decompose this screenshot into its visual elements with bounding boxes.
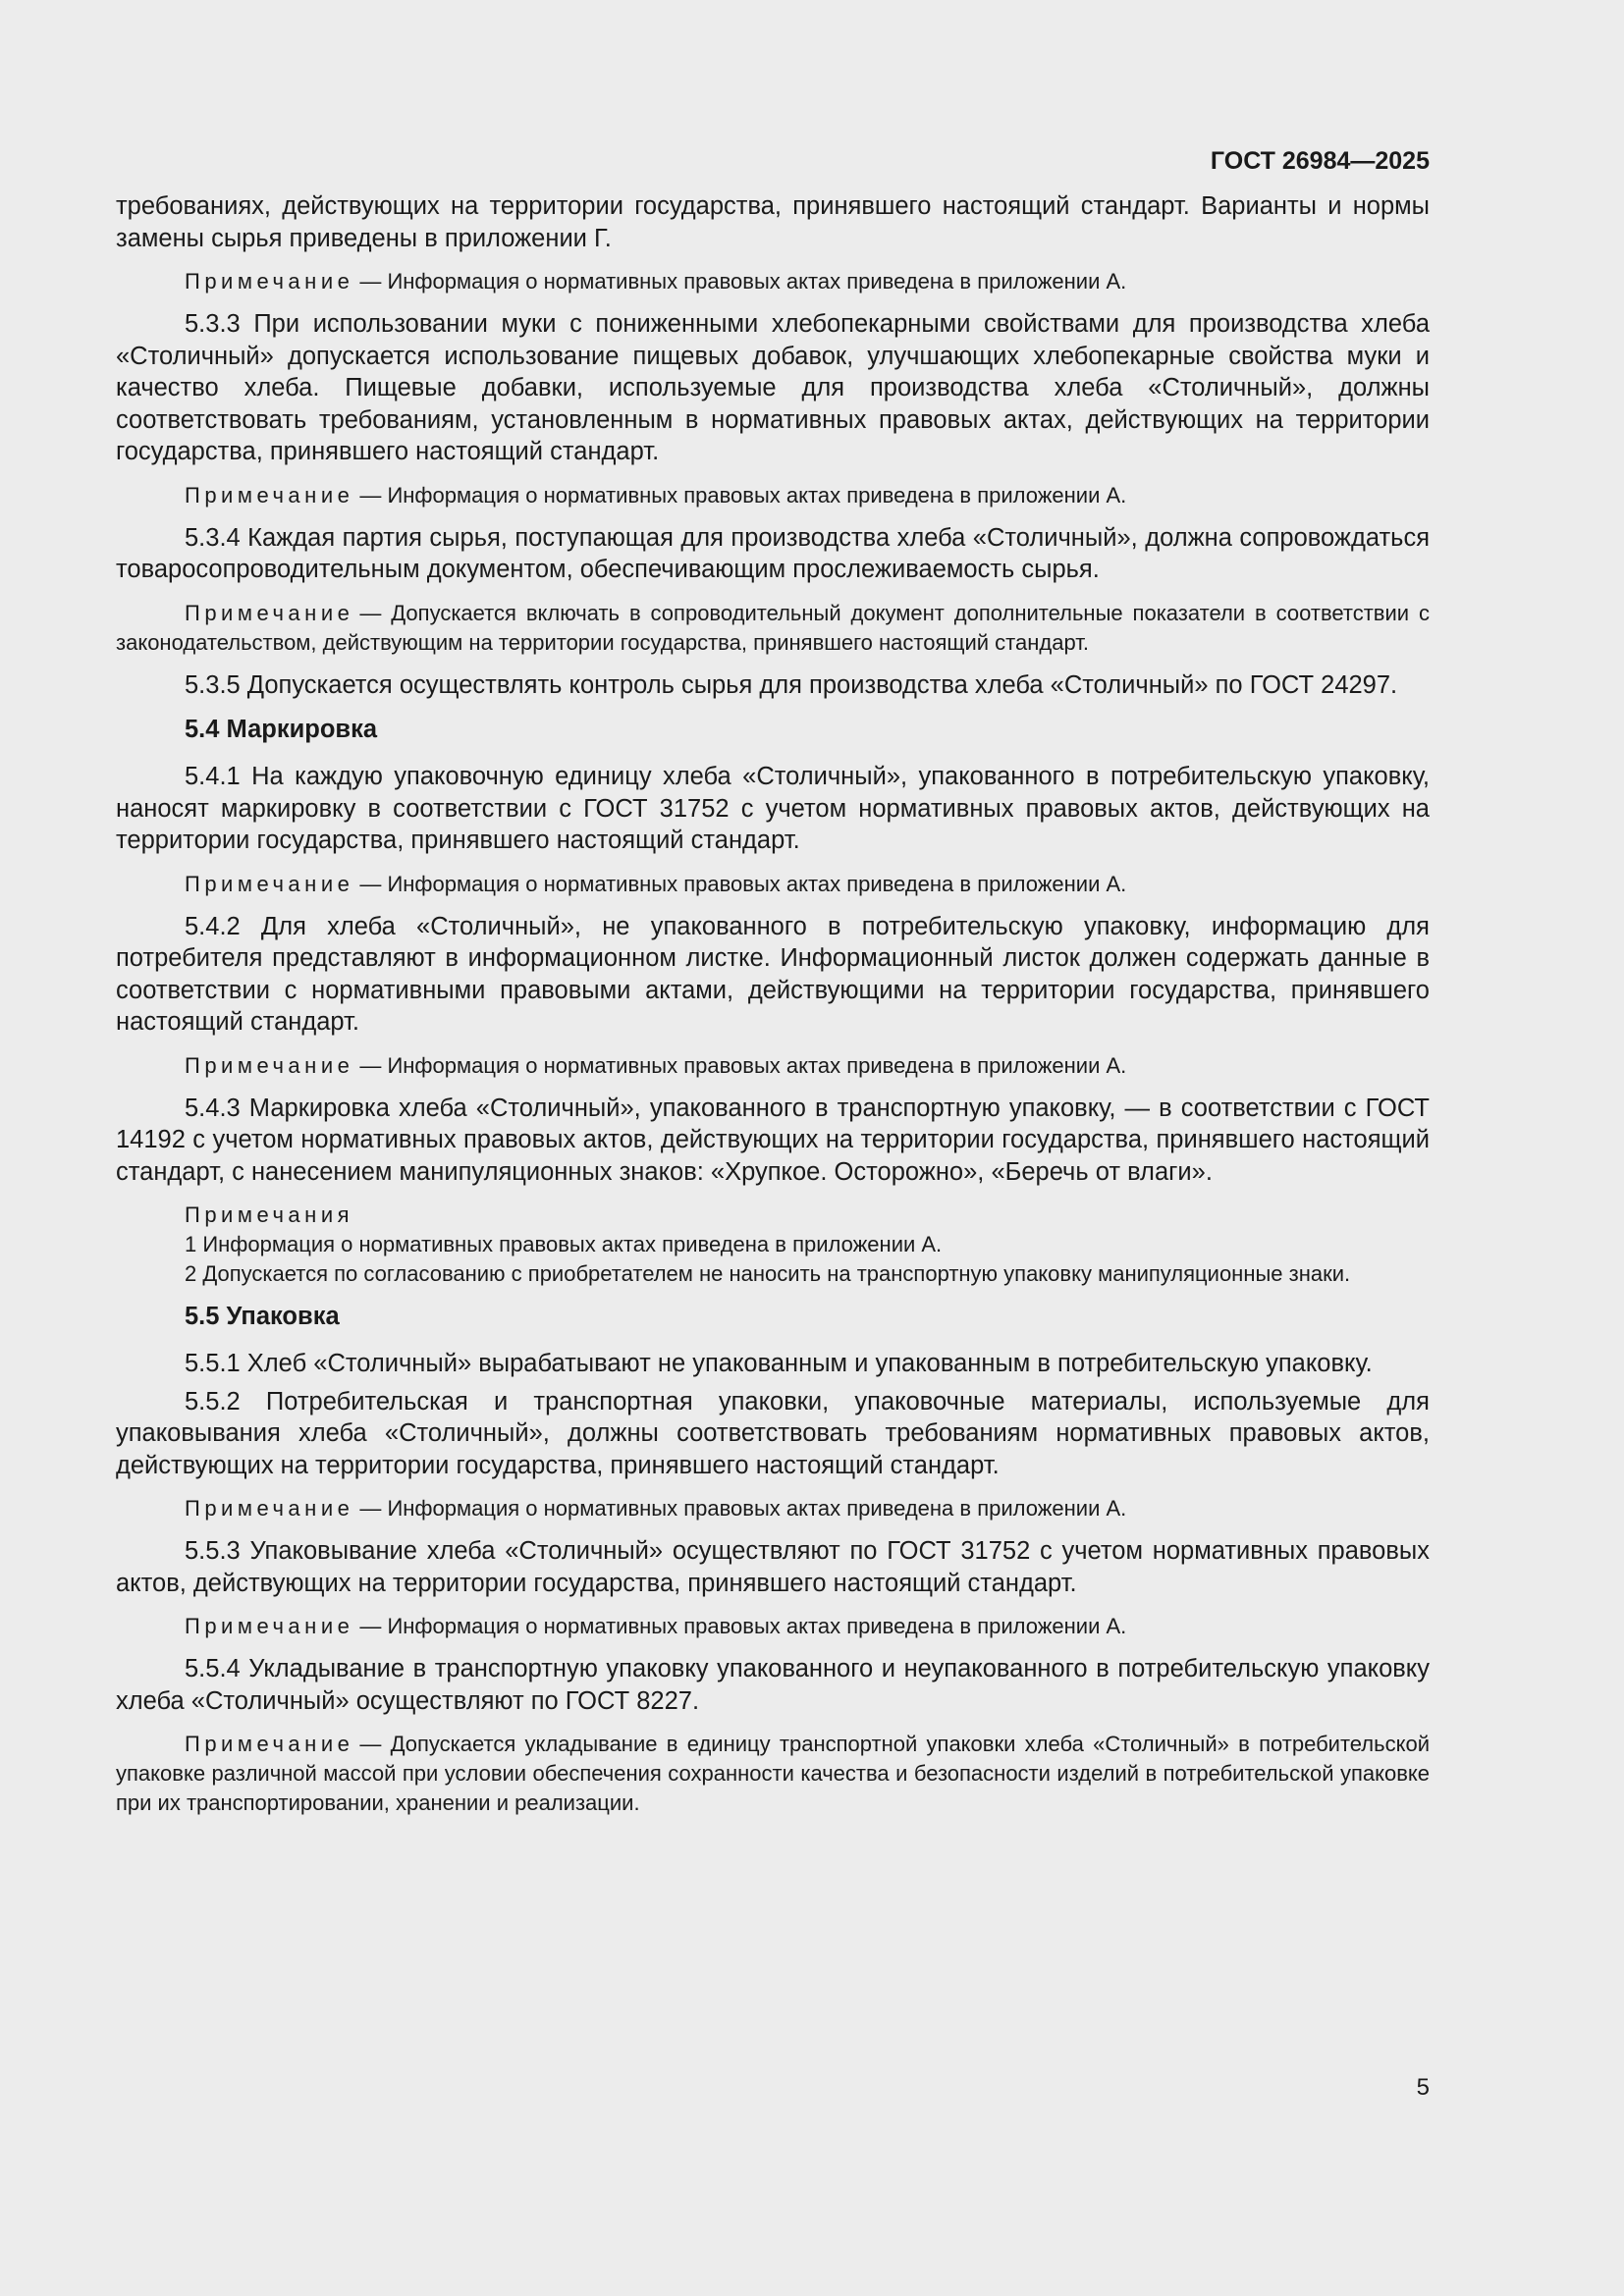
note-text: — Информация о нормативных правовых актах приведена в приложении А. <box>359 482 1127 507</box>
paragraph-5-5-4: 5.5.4 Укладывание в транспортную упаковку упакованного и неупакованного в потребительскую упаковку хлеба «Столичный» осуществляют по ГОСТ 8227. <box>116 1655 1430 1715</box>
paragraph-continuation: требованиях, действующих на территории государства, принявшего настоящий стандарт. Варианты и нормы замены сырья приведены в приложении Г. <box>116 192 1430 252</box>
note-text: — Информация о нормативных правовых актах приведена в приложении А. <box>359 269 1127 294</box>
note-item: 1 Информация о нормативных правовых актах приведена в приложении А. <box>185 1232 943 1256</box>
paragraph-5-5-1: 5.5.1 Хлеб «Столичный» вырабатывают не упакованным и упакованным в потребительскую упаковку. <box>185 1350 1373 1377</box>
paragraph-5-4-2: 5.4.2 Для хлеба «Столичный», не упакованного в потребительскую упаковку, информацию для потребителя представляют в информационном листке. Информационный листок должен содержать данные в соответствии с нормативными правовыми актами, действующими на территории государства, принявшего настоящий стандарт. <box>116 912 1430 1036</box>
note-text: — Допускается укладывание в единицу транспортной упаковки хлеба «Столичный» в потребительской упаковке различной массой при условии обеспечения сохранности качества и безопасности изделий в потребительской упаковке при их транспортировании, хранении и реализации. <box>116 1732 1430 1815</box>
note-text: — Информация о нормативных правовых актах приведена в приложении А. <box>359 1614 1127 1638</box>
note-label: Примечание <box>185 871 354 896</box>
paragraph-5-5-3: 5.5.3 Упаковывание хлеба «Столичный» осуществляют по ГОСТ 31752 с учетом нормативных правовых актов, действующих на территории государства, принявшего настоящий стандарт. <box>116 1537 1430 1597</box>
note <box>116 1051 1430 1081</box>
note-text: — Информация о нормативных правовых актах приведена в приложении А. <box>359 871 1127 896</box>
note <box>116 1612 1430 1641</box>
note-label: Примечание <box>185 1052 354 1078</box>
note <box>116 481 1430 510</box>
note-label: Примечание <box>185 1496 354 1521</box>
note <box>116 1730 1430 1818</box>
page-number: 5 <box>1416 2074 1430 2101</box>
note-label: Примечание <box>185 1614 354 1638</box>
note-item: 2 Допускается по согласованию с приобретателем не наносить на транспортную упаковку манипуляционные знаки. <box>185 1261 1351 1286</box>
section-heading-5-5: 5.5 Упаковка <box>185 1303 340 1330</box>
note-text: — Информация о нормативных правовых актах приведена в приложении А. <box>359 1052 1127 1078</box>
note <box>116 870 1430 899</box>
notes-label <box>116 1201 1430 1230</box>
paragraph-5-4-3: 5.4.3 Маркировка хлеба «Столичный», упакованного в транспортную упаковку, — в соответствии с ГОСТ 14192 с учетом нормативных правовых актов, действующих на территории государства, принявшего настоящий стандарт, с нанесением манипуляционных знаков: «Хрупкое. Осторожно», «Беречь от влаги». <box>116 1094 1430 1186</box>
paragraph-5-3-5: 5.3.5 Допускается осуществлять контроль сырья для производства хлеба «Столичный» по ГОСТ 24297. <box>185 670 1398 699</box>
notes-list <box>116 1201 1430 1289</box>
note-label: Примечание <box>185 482 354 507</box>
notes-label-text: Примечания <box>185 1202 354 1227</box>
paragraph-5-3-4: 5.3.4 Каждая партия сырья, поступающая для производства хлеба «Столичный», должна сопровождаться товаросопроводительным документом, обеспечивающим прослеживаемость сырья. <box>116 523 1430 583</box>
paragraph-5-4-1: 5.4.1 На каждую упаковочную единицу хлеба «Столичный», упакованного в потребительскую упаковку, наносят маркировку в соответствии с ГОСТ 31752 с учетом нормативных правовых актов, действующих на территории государства, принявшего настоящий стандарт. <box>116 763 1430 854</box>
note-text: — Информация о нормативных правовых актах приведена в приложении А. <box>359 1496 1127 1521</box>
note <box>116 599 1430 658</box>
document-page <box>116 145 1430 1830</box>
document-code-header: ГОСТ 26984—2025 <box>1210 147 1430 175</box>
paragraph-5-5-2: 5.5.2 Потребительская и транспортная упаковки, упаковочные материалы, используемые для упаковывания хлеба «Столичный», должны соответствовать требованиям нормативных правовых актов, действующих на территории государства, принявшего настоящий стандарт. <box>116 1387 1430 1479</box>
note <box>116 1494 1430 1523</box>
note-label: Примечание <box>185 1732 354 1756</box>
note-label: Примечание <box>185 600 354 625</box>
section-heading-5-4: 5.4 Маркировка <box>185 716 378 743</box>
note-label: Примечание <box>185 269 354 294</box>
paragraph-5-3-3: 5.3.3 При использовании муки с пониженными хлебопекарными свойствами для производства хлеба «Столичный» допускается использование пищевых добавок, улучшающих хлебопекарные свойства муки и качество хлеба. Пищевые добавки, используемые для производства хлеба «Столичный», должны соответствовать требованиям, установленным в нормативных правовых актах, действующих на территории государства, принявшего настоящий стандарт. <box>116 310 1430 465</box>
note-text: — Допускается включать в сопроводительный документ дополнительные показатели в соответствии с законодательством, действующим на территории государства, принявшего настоящий стандарт. <box>116 600 1430 655</box>
note <box>116 267 1430 296</box>
